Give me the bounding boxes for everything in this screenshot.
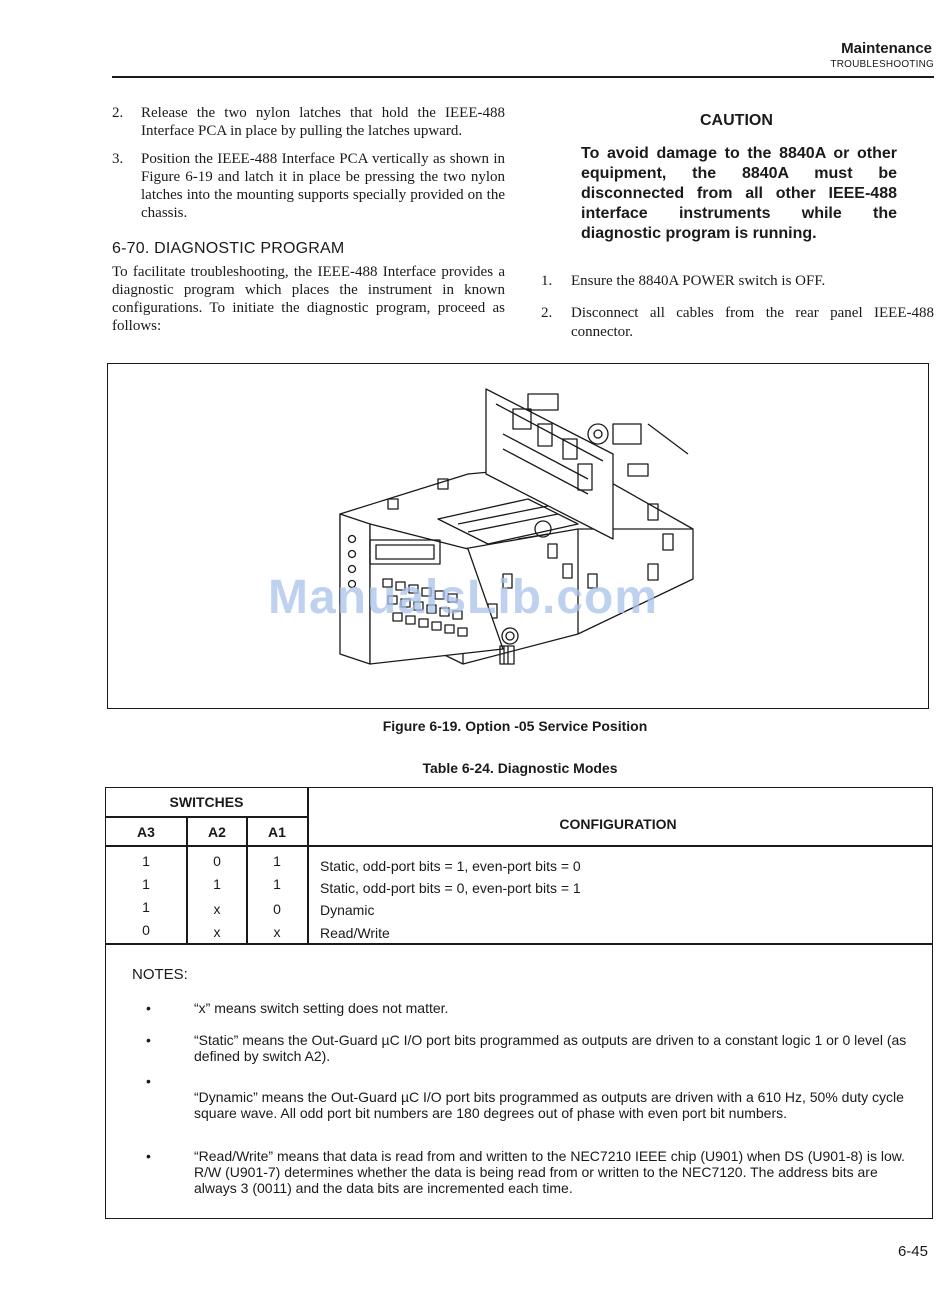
switches-header: SWITCHES bbox=[169, 794, 244, 810]
figure-caption: Figure 6-19. Option -05 Service Position bbox=[382, 718, 648, 734]
notes-title: NOTES: bbox=[132, 966, 188, 983]
table-caption: Table 6-24. Diagnostic Modes bbox=[422, 760, 618, 776]
cell-configuration: Static, odd-port bits = 1, even-port bits = 0 bbox=[320, 858, 581, 874]
diagnostic-modes-table bbox=[105, 787, 933, 1219]
bullet: • bbox=[146, 1032, 151, 1048]
header-title: Maintenance bbox=[841, 40, 932, 57]
figure-frame bbox=[107, 363, 929, 709]
left-step-2 bbox=[112, 104, 505, 140]
header-subtitle: TROUBLESHOOTING bbox=[830, 59, 934, 70]
cell-a2: 1 bbox=[213, 876, 221, 892]
section-heading: 6-70. DIAGNOSTIC PROGRAM bbox=[112, 240, 345, 257]
cell-a1: x bbox=[273, 924, 281, 940]
cell-a3: 1 bbox=[142, 876, 150, 892]
cell-a1: 0 bbox=[273, 901, 281, 917]
col-header-a3: A3 bbox=[137, 824, 155, 840]
step-number: 2. bbox=[112, 105, 124, 121]
bullet: • bbox=[146, 1000, 151, 1016]
cell-configuration: Read/Write bbox=[320, 925, 390, 941]
step-text: Release the two nylon latches that hold the IEEE-488 Interface PCA in place by pulling the latches upward. bbox=[141, 105, 505, 139]
cell-a2: x bbox=[213, 901, 221, 917]
bullet: • bbox=[146, 1073, 151, 1089]
cell-a2: x bbox=[213, 924, 221, 940]
configuration-header: CONFIGURATION bbox=[559, 816, 677, 832]
step-text: Position the IEEE-488 Interface PCA vertically as shown in Figure 6-19 and latch it in place be pressing the two nylon latches into the mounting supports specially provided on the chassis. bbox=[141, 151, 505, 221]
cell-a1: 1 bbox=[273, 876, 281, 892]
cell-a2: 0 bbox=[213, 853, 221, 869]
cell-a3: 1 bbox=[142, 853, 150, 869]
cell-a3: 1 bbox=[142, 899, 150, 915]
note-text: “x” means switch setting does not matter. bbox=[194, 1000, 449, 1016]
grid-line bbox=[106, 943, 932, 945]
left-step-3 bbox=[112, 150, 505, 222]
step-number: 3. bbox=[112, 151, 124, 167]
cell-configuration: Dynamic bbox=[320, 902, 375, 918]
note-text: “Static” means the Out-Guard µC I/O port bits programmed as outputs are driven to a constant logic 1 or 0 level (as defined by switch A2). bbox=[194, 1032, 907, 1064]
watermark-logo: ManualsLib.com bbox=[268, 571, 659, 624]
grid-line bbox=[106, 816, 307, 818]
note-text: “Read/Write” means that data is read from and written to the NEC7210 IEEE chip (U901) when DS (U901-8) is low. R/W (U901-7) determines whether the data is being read from or written to the NEC7120. The address bits are always 3 (0011) and the data bits are incremented each time. bbox=[194, 1148, 905, 1196]
grid-line bbox=[106, 845, 932, 847]
cell-a1: 1 bbox=[273, 853, 281, 869]
header-rule bbox=[112, 76, 934, 78]
step-number: 1. bbox=[541, 273, 553, 289]
right-step-2 bbox=[541, 304, 934, 342]
step-text: Disconnect all cables from the rear panel IEEE-488 connector. bbox=[571, 305, 934, 340]
caution-body: To avoid damage to the 8840A or other equipment, the 8840A must be disconnected from all other IEEE-488 interface instruments while the diagnostic program is running. bbox=[581, 145, 897, 242]
page-number: 6-45 bbox=[897, 1243, 928, 1260]
cell-a3: 0 bbox=[142, 922, 150, 938]
grid-line bbox=[307, 788, 309, 943]
step-text: Ensure the 8840A POWER switch is OFF. bbox=[571, 273, 826, 289]
instrument-chassis-illustration bbox=[108, 364, 928, 708]
note-text: “Dynamic” means the Out-Guard µC I/O port bits programmed as outputs are driven with a 610 Hz, 50% duty cycle square wave. All odd port bit numbers are 180 degrees out of phase with even port bit numbers. bbox=[194, 1089, 904, 1121]
section-intro: To facilitate troubleshooting, the IEEE-488 Interface provides a diagnostic program which places the instrument in known configurations. To initiate the diagnostic program, proceed as follows: bbox=[112, 264, 505, 334]
bullet: • bbox=[146, 1148, 151, 1164]
col-header-a1: A1 bbox=[268, 824, 286, 840]
right-step-1 bbox=[541, 272, 934, 291]
col-header-a2: A2 bbox=[208, 824, 226, 840]
cell-configuration: Static, odd-port bits = 0, even-port bits = 1 bbox=[320, 880, 581, 896]
caution-title: CAUTION bbox=[700, 112, 773, 129]
step-number: 2. bbox=[541, 305, 553, 321]
